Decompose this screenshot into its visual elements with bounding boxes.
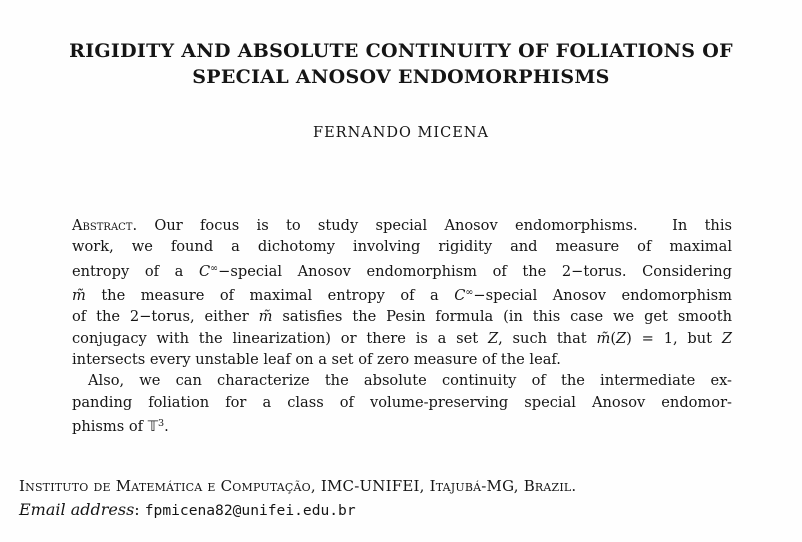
email-label: Email address [19,500,135,519]
text-run: . [164,418,169,436]
text-run: Z [616,329,627,347]
abstract-line [72,282,732,306]
author-name: FERNANDO MICENA [313,125,489,141]
text-run: satisfies the Pesin formula (in this case we get smooth [272,308,732,326]
email-address: fpmicena82@unifei.edu.br [144,502,356,519]
email-line [19,498,576,523]
paper-title-line-1: RIGIDITY AND ABSOLUTE CONTINUITY OF FOLIATIONS OF [69,40,733,62]
abstract-line [72,413,732,437]
text-run: ∞ [210,262,219,274]
abstract-line [72,215,732,236]
text-run: 𝕋 [147,418,159,436]
abstract [72,215,732,438]
text-run: ) = 1, but [626,329,722,347]
text-run: of the 2−torus, either [72,308,259,326]
abstract-line [72,258,732,282]
paper-title-line-2: SPECIAL ANOSOV ENDOMORPHISMS [192,66,610,88]
email-colon: : [134,500,145,519]
abstract-line [72,236,732,257]
text-run: conjugacy with the linearization) or there is a set [72,329,488,347]
text-run: Z [721,329,732,347]
text-run: m̃ [258,308,273,326]
abstract-line [72,306,732,327]
text-run: −special Anosov endomorphism [473,286,732,304]
affiliation-line [19,474,576,498]
text-run: 3 [158,418,165,430]
paper-title [0,38,802,90]
abstract-line [72,349,732,370]
abstract-label: Abstract. [72,217,138,234]
text-run: ( [610,329,617,347]
abstract-line [72,328,732,349]
text-run: C [198,262,211,280]
text-run: Our focus is to study special Anosov endomorphisms. In this [137,217,732,234]
text-run: , such that [498,329,597,347]
text-run: C [454,286,466,304]
text-run: entropy of a [72,262,199,280]
footer [19,474,576,523]
affiliation: Instituto de Matemática e Computação, IMC-UNIFEI, Itajubá-MG, Brazil. [19,477,577,495]
text-run: −special Anosov endomorphism of the 2−torus. Considering [218,262,732,280]
text-run: work, we found a dichotomy involving rigidity and measure of maximal [72,238,732,256]
text-run: ∞ [465,287,474,299]
text-run: panding foliation for a class of volume-preserving special Anosov endomor- [72,393,732,411]
text-run: m̃ [72,286,86,304]
text-run: m̃ [596,329,611,347]
text-run: the measure of maximal entropy of a [85,286,455,304]
abstract-line [72,370,732,391]
abstract-line [72,392,732,413]
text-run: phisms of [72,418,148,436]
text-run: Also, we can characterize the absolute continuity of the intermediate ex- [88,372,732,390]
text-run: intersects every unstable leaf on a set of zero measure of the leaf. [72,351,561,369]
text-run: Z [487,329,499,347]
